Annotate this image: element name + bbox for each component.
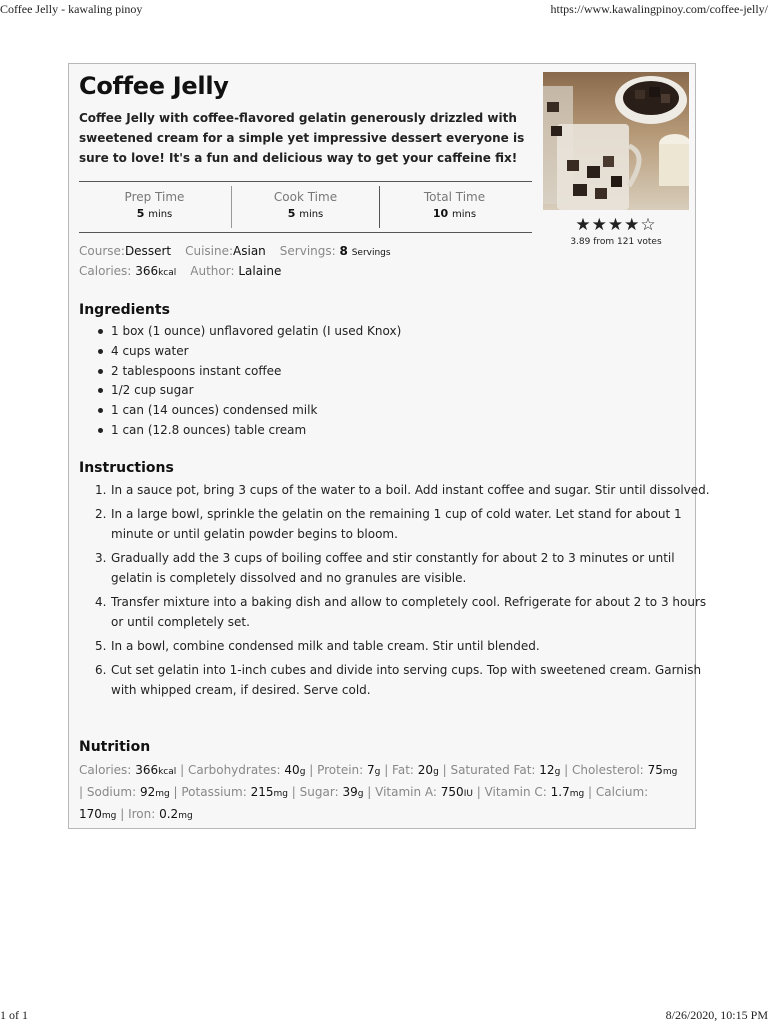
nutrition-unit: mg	[155, 789, 170, 799]
cook-time-value: 5	[287, 207, 296, 220]
calories-value: 366	[135, 264, 159, 278]
rating-stars-icon[interactable]: ★★★★☆	[575, 215, 657, 235]
nutrition-item	[572, 763, 677, 777]
nutrition-value: 12	[539, 763, 555, 777]
coffee-jelly-image	[543, 72, 689, 210]
nutrition-item	[128, 807, 193, 821]
nutrition-item	[450, 763, 560, 777]
nutrition-label: Calories:	[79, 763, 132, 777]
nutrition-label: Sodium:	[86, 785, 137, 799]
nutrition-value: 170	[79, 807, 102, 821]
total-time-value: 10	[432, 207, 449, 220]
nutrition-unit: mg	[101, 811, 117, 821]
nutrition-label: Iron:	[128, 807, 156, 821]
nutrition-value: 39	[342, 785, 358, 799]
cook-time-unit: mins	[299, 209, 324, 220]
print-datetime: 8/26/2020, 10:15 PM	[665, 1008, 768, 1022]
cuisine-value: Asian	[233, 244, 266, 258]
course-label: Course:	[79, 244, 125, 258]
nutrition-unit: IU	[463, 789, 473, 799]
print-footer	[0, 1008, 768, 1024]
author-value: Lalaine	[238, 264, 282, 278]
nutrition-unit: mg	[273, 789, 288, 799]
print-page-title: Coffee Jelly - kawaling pinoy	[0, 2, 143, 16]
nutrition-item	[87, 785, 170, 799]
prep-time-unit: mins	[148, 209, 173, 220]
nutrition-label: Fat:	[392, 763, 414, 777]
nutrition-label: Potassium:	[181, 785, 247, 799]
recipe-meta-row-2	[79, 264, 281, 278]
nutrition-label: Vitamin C:	[484, 785, 547, 799]
print-header	[0, 2, 768, 18]
nutrition-item	[79, 763, 176, 777]
nutrition-unit: g	[433, 767, 439, 777]
recipe-times	[79, 181, 532, 233]
nutrition-unit: g	[374, 767, 381, 777]
course-value: Dessert	[124, 244, 172, 258]
calories-unit: kcal	[158, 268, 177, 278]
list-item: Cut set gelatin into 1-inch cubes and divide into serving cups. Top with sweetened cream. Garnish with whipped cream, if desired. Serve cold.	[111, 663, 702, 697]
print-page-url[interactable]: https://www.kawalingpinoy.com/coffee-jelly/	[550, 2, 768, 16]
nutrition-heading: Nutrition	[79, 739, 151, 755]
calories-label: Calories:	[79, 264, 132, 278]
recipe-summary: Coffee Jelly with coffee-flavored gelatin generously drizzled with sweetened cream for a simple yet impressive dessert everyone is sure to love! It's a fun and delicious way to get your caffeine fix!	[79, 111, 525, 165]
total-time	[379, 182, 530, 232]
list-item: Gradually add the 3 cups of boiling coffee and stir constantly for about 2 to 3 minutes or until gelatin is completely dissolved and no granules are visible.	[111, 551, 675, 585]
total-time-unit: mins	[452, 209, 477, 220]
prep-time-label: Prep Time	[124, 190, 185, 204]
nutrition-unit: mg	[569, 789, 585, 799]
nutrition-item	[392, 763, 439, 777]
servings-label: Servings:	[279, 244, 336, 258]
print-page-count: 1 of 1	[0, 1008, 28, 1022]
list-item: In a sauce pot, bring 3 cups of the water to a boil. Add instant coffee and sugar. Stir until dissolved.	[111, 483, 710, 497]
list-item: In a large bowl, sprinkle the gelatin on the remaining 1 cup of cold water. Let stand for about 1 minute or until gelatin powder begins to bloom.	[111, 507, 682, 541]
author-label: Author:	[190, 264, 235, 278]
nutrition-label: Calcium:	[595, 785, 649, 799]
nutrition-label: Sugar:	[299, 785, 339, 799]
list-item: Transfer mixture into a baking dish and allow to completely cool. Refrigerate for about 2 to 3 hours or until completely set.	[111, 595, 707, 629]
nutrition-unit: mg	[662, 767, 678, 777]
list-item: 2 tablespoons instant coffee	[111, 362, 401, 382]
list-item: 1 box (1 ounce) unflavored gelatin (I used Knox)	[111, 322, 401, 342]
nutrition-label: Cholesterol:	[571, 763, 644, 777]
list-item: 4 cups water	[111, 342, 401, 362]
recipe-title: Coffee Jelly	[79, 72, 229, 100]
cook-time-label: Cook Time	[273, 190, 338, 204]
nutrition-value: 7	[367, 763, 375, 777]
total-time-label: Total Time	[423, 190, 486, 204]
servings-unit: Servings	[351, 248, 391, 258]
nutrition-unit: g	[554, 767, 561, 777]
prep-time-value: 5	[136, 207, 145, 220]
nutrition-item	[375, 785, 473, 799]
list-item: In a bowl, combine condensed milk and table cream. Stir until blended.	[111, 639, 540, 653]
nutrition-value: 92	[139, 785, 156, 799]
nutrition-value: 40	[284, 763, 300, 777]
prep-time	[79, 182, 230, 232]
instructions-heading: Instructions	[79, 460, 174, 476]
nutrition-item	[485, 785, 585, 799]
cook-time	[230, 182, 381, 232]
nutrition-label: Protein:	[317, 763, 364, 777]
ingredients-heading: Ingredients	[79, 302, 170, 318]
nutrition-value: 20	[417, 763, 434, 777]
nutrition-unit: kcal	[158, 767, 177, 777]
nutrition-unit: mg	[178, 811, 193, 821]
nutrition-value: 215	[250, 785, 274, 799]
recipe-meta-row-1	[79, 244, 391, 258]
recipe-card	[68, 63, 710, 829]
cuisine-label: Cuisine:	[185, 244, 234, 258]
recipe-photo	[543, 72, 689, 210]
list-item: 1 can (14 ounces) condensed milk	[111, 401, 401, 421]
nutrition-label: Vitamin A:	[375, 785, 437, 799]
nutrition-value: 750	[440, 785, 464, 799]
rating-votes: 3.89 from 121 votes	[570, 237, 662, 247]
nutrition-value: 0.2	[159, 807, 179, 821]
nutrition-value: 75	[647, 763, 663, 777]
nutrition-item	[300, 785, 364, 799]
instructions-list	[79, 480, 711, 704]
nutrition-unit: g	[357, 789, 364, 799]
nutrition-item	[188, 763, 305, 777]
nutrition-value: 1.7	[550, 785, 570, 799]
servings-value[interactable]: 8	[339, 244, 348, 258]
nutrition-unit: g	[299, 767, 306, 777]
nutrition-label: Carbohydrates:	[187, 763, 281, 777]
nutrition-item	[181, 785, 288, 799]
nutrition-value: 366	[135, 763, 159, 777]
list-item: 1/2 cup sugar	[111, 381, 401, 401]
nutrition-item	[317, 763, 380, 777]
ingredients-list	[79, 322, 401, 441]
list-item: 1 can (12.8 ounces) table cream	[111, 421, 401, 441]
nutrition-facts: Calories: 366kcal | Carbohydrates: 40g | Protein: 7g | Fat: 20g | Saturated Fat: 12g | Cholesterol: 75mg | Sodium: 92mg | Potassium: 215mg | Sugar: 39g | Vitamin A: 750IU | Vitamin C: 1.7mg | Calcium: 170mg | Iron: 0.2mg	[79, 763, 678, 821]
nutrition-label: Saturated Fat:	[450, 763, 536, 777]
